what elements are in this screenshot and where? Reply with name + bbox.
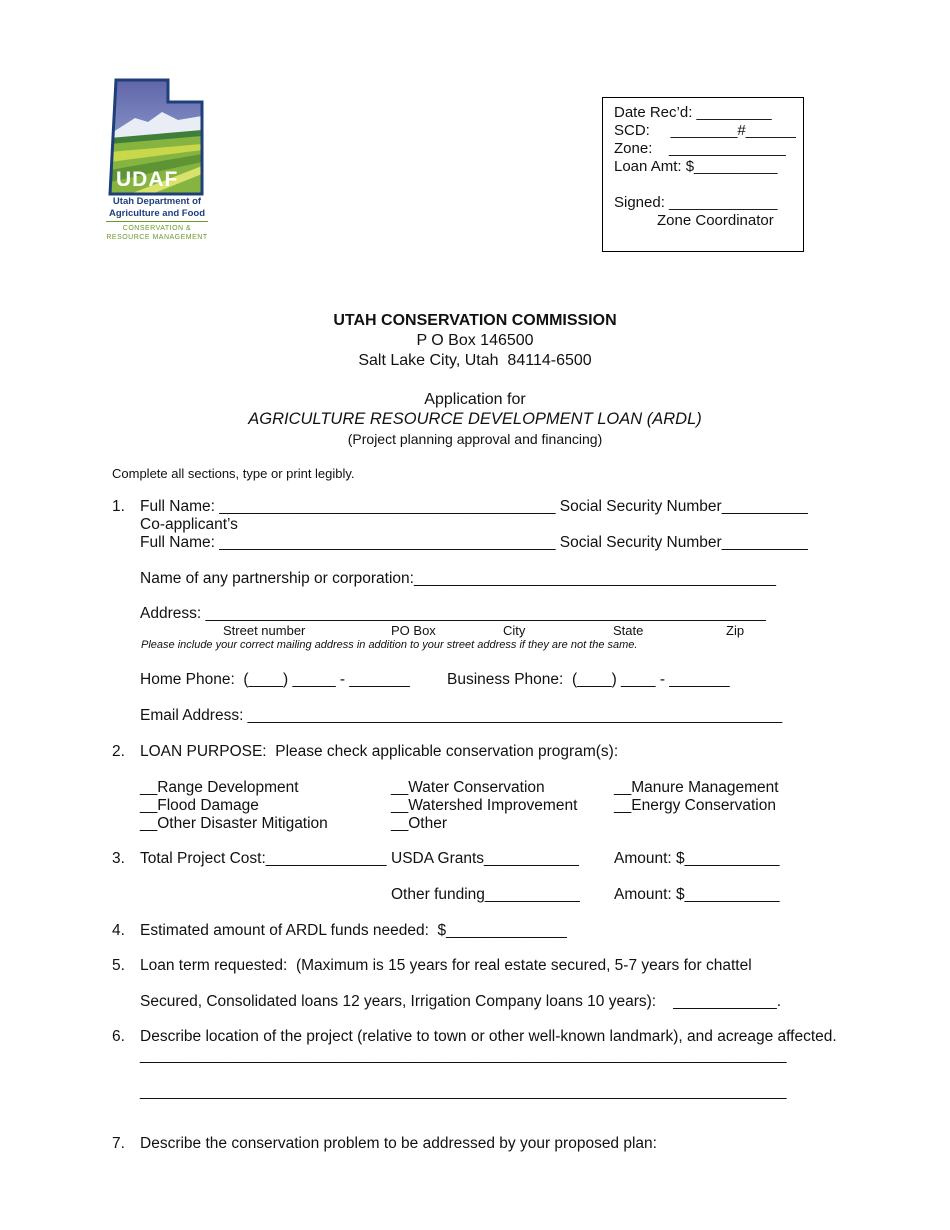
loan-program-title: AGRICULTURE RESOURCE DEVELOPMENT LOAN (ARDL) <box>248 410 702 428</box>
address-city-label: City <box>503 623 526 638</box>
option-range-development[interactable]: __Range Development <box>140 779 299 796</box>
signed-field: Signed: _____________ <box>614 194 778 211</box>
coapplicant-label: Co-applicant’s <box>140 516 238 533</box>
loan-subtitle: (Project planning approval and financing) <box>347 431 603 447</box>
q6-number: 6. <box>112 1028 125 1045</box>
address-zip-label: Zip <box>726 623 745 638</box>
address-street-label: Street number <box>223 623 306 638</box>
scd-field: SCD: ________#______ <box>614 122 796 139</box>
loan-term-field[interactable]: Secured, Consolidated loans 12 years, Irrigation Company loans 10 years): ____________. <box>140 993 782 1010</box>
option-watershed-improvement[interactable]: __Watershed Improvement <box>391 797 578 814</box>
logo-acronym: UDAF <box>116 168 179 191</box>
loan-purpose-label: LOAN PURPOSE: Please check applicable conservation program(s): <box>140 743 619 760</box>
q7-number: 7. <box>112 1135 125 1152</box>
address-field[interactable]: Address: _________________________________________________________________ <box>140 605 766 622</box>
option-other-disaster-mitigation[interactable]: __Other Disaster Mitigation <box>140 815 328 832</box>
usda-amount-field[interactable]: Amount: $___________ <box>614 850 780 867</box>
project-location-label: Describe location of the project (relative to town or other well-known landmark), and acreage affected. <box>140 1028 837 1045</box>
email-field[interactable]: Email Address: ______________________________________________________________ <box>140 707 783 724</box>
project-location-line-1[interactable]: ___________________________________________________________________________ <box>140 1047 787 1064</box>
city-address: Salt Lake City, Utah 84114-6500 <box>358 352 592 369</box>
q2-number: 2. <box>112 743 125 760</box>
logo-division-line1: CONSERVATION & <box>122 225 192 232</box>
address-note: Please include your correct mailing address in addition to your street address if they are not the same. <box>141 639 638 651</box>
address-state-label: State <box>613 623 644 638</box>
address-pobox-label: PO Box <box>391 623 436 638</box>
option-energy-conservation[interactable]: __Energy Conservation <box>614 797 776 814</box>
zone-coordinator-label: Zone Coordinator <box>657 212 774 229</box>
other-funding-field[interactable]: Other funding___________ <box>391 886 580 903</box>
project-location-line-2[interactable]: ___________________________________________________________________________ <box>140 1083 787 1100</box>
office-use-box <box>602 97 804 252</box>
ardl-funds-needed-field[interactable]: Estimated amount of ARDL funds needed: $______________ <box>140 922 567 939</box>
zone-field: Zone: ______________ <box>614 140 786 157</box>
partnership-field[interactable]: Name of any partnership or corporation:__________________________________________ <box>140 570 777 587</box>
coapplicant-full-name-field[interactable]: Full Name: _______________________________________ Social Security Number__________ <box>140 534 808 551</box>
loan-amount-field: Loan Amt: $__________ <box>614 158 778 175</box>
option-other[interactable]: __Other <box>391 815 448 832</box>
logo-division-line2: RESOURCE MANAGEMENT <box>106 234 208 241</box>
application-for: Application for <box>424 391 526 408</box>
other-funding-amount-field[interactable]: Amount: $___________ <box>614 886 780 903</box>
conservation-problem-label: Describe the conservation problem to be addressed by your proposed plan: <box>140 1135 657 1152</box>
q3-number: 3. <box>112 850 125 867</box>
udaf-logo <box>100 78 215 248</box>
org-name: UTAH CONSERVATION COMMISSION <box>333 312 617 329</box>
logo-dept-line1: Utah Department of <box>112 196 202 207</box>
q1-number: 1. <box>112 498 125 515</box>
home-phone-field[interactable]: Home Phone: (____) _____ - _______ <box>140 671 410 688</box>
q5-number: 5. <box>112 957 125 974</box>
total-project-cost-field[interactable]: Total Project Cost:______________ <box>140 850 387 867</box>
instructions: Complete all sections, type or print legibly. <box>112 466 355 481</box>
loan-term-text-line1: Loan term requested: (Maximum is 15 years for real estate secured, 5-7 years for chattel <box>140 957 752 974</box>
business-phone-field[interactable]: Business Phone: (____) ____ - _______ <box>447 671 730 688</box>
logo-dept-line2: Agriculture and Food <box>108 208 206 219</box>
po-box: P O Box 146500 <box>416 332 534 349</box>
option-manure-management[interactable]: __Manure Management <box>614 779 779 796</box>
option-flood-damage[interactable]: __Flood Damage <box>140 797 259 814</box>
logo-divider <box>106 221 208 222</box>
q4-number: 4. <box>112 922 125 939</box>
usda-grants-field[interactable]: USDA Grants___________ <box>391 850 579 867</box>
full-name-field[interactable]: Full Name: _______________________________________ Social Security Number__________ <box>140 498 808 515</box>
option-water-conservation[interactable]: __Water Conservation <box>391 779 545 796</box>
date-received-field: Date Rec’d: _________ <box>614 104 772 121</box>
